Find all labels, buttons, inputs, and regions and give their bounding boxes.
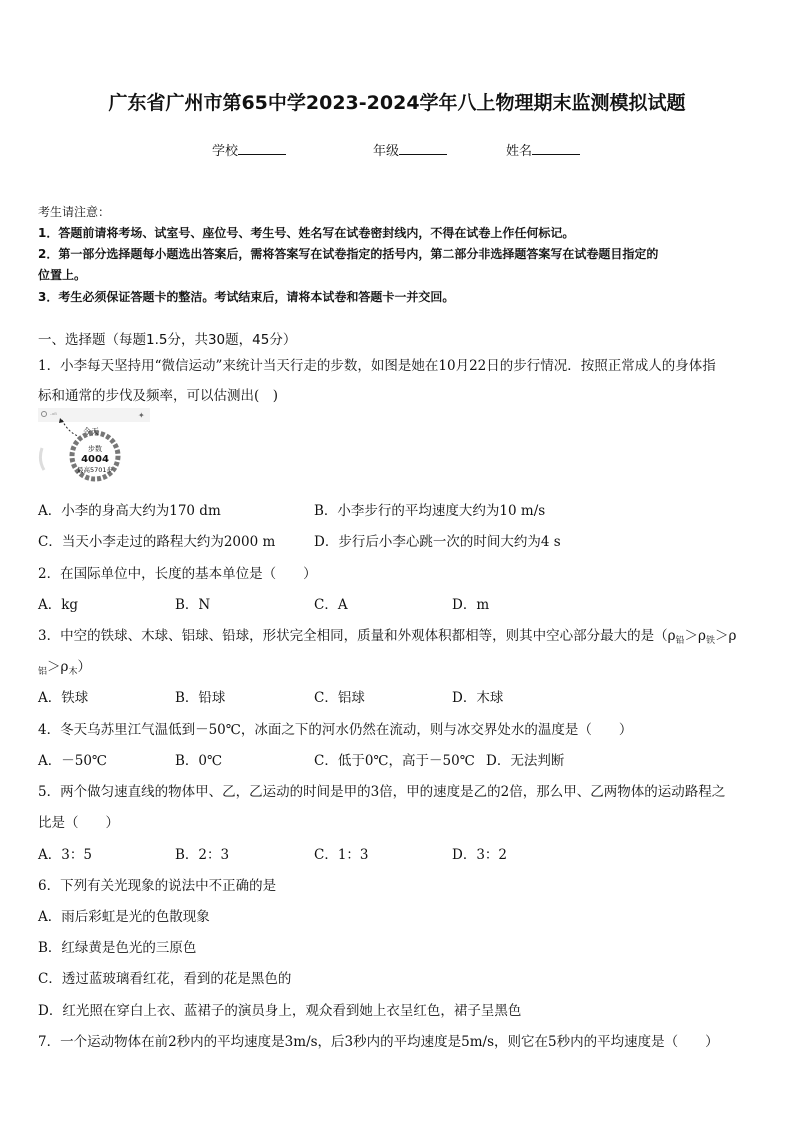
figure-steps-value: 4004 [81, 454, 109, 465]
question-1-option-b: B．小李步行的平均速度大约为10 m/s [314, 503, 546, 519]
question-5-line-1: 5．两个做匀速直线的物体甲、乙，乙运动的时间是甲的3倍，甲的速度是乙的2倍，那么甲、乙两物体的运动路程之 [38, 784, 726, 800]
question-6-option-b: B．红绿黄是色光的三原色 [38, 940, 197, 956]
question-5-option-d: D．3：2 [452, 847, 508, 863]
question-6-stem: 6．下列有关光现象的说法中不正确的是 [38, 878, 277, 894]
question-3-stem: 3．中空的铁球、木球、铝球、铅球，形状完全相同，质量和外观体积都相等，则其中空心部分最大的是（ρ [38, 628, 676, 644]
question-3-line-1 [38, 624, 736, 646]
question-1-option-d: D．步行后小李心跳一次的时间大约为4 s [314, 534, 561, 550]
wechat-steps-figure [38, 408, 150, 484]
question-5-line-2: 比是（ ） [38, 815, 119, 831]
subscript-iron: 铁 [705, 636, 715, 646]
figure-corner-icon: ✦ [138, 411, 145, 420]
question-4-stem: 4．冬天乌苏里江气温低到－50℃，冰面之下的河水仍然在流动，则与冰交界处水的温度是（ ） [38, 722, 633, 738]
school-field [212, 140, 286, 159]
question-6-option-c: C．透过蓝玻璃看红花，看到的花是黑色的 [38, 971, 292, 987]
figure-steps-label: 步数 [88, 445, 102, 453]
question-6-option-a: A．雨后彩虹是光的色散现象 [38, 909, 210, 925]
question-7-stem: 7．一个运动物体在前2秒内的平均速度是3m/s，后3秒内的平均速度是5m/s，则它在5秒内的平均速度是（ ） [38, 1034, 719, 1050]
name-field [506, 140, 580, 159]
question-1-option-c: C．当天小李走过的路程大约为2000 m [38, 534, 276, 550]
question-2-stem: 2．在国际单位中，长度的基本单位是（ ） [38, 566, 317, 582]
figure-edge-mark [40, 448, 44, 470]
question-1-option-a: A．小李的身高大约为170 dm [38, 503, 221, 519]
notice-item: 1．答题前请将考场、试室号、座位号、考生号、姓名写在试卷密封线内，不得在试卷上作任何标记。 [38, 226, 575, 240]
figure-max-steps: 最高5701步 [76, 466, 114, 474]
page-title: 广东省广州市第65中学2023-2024学年八上物理期末监测模拟试题 [108, 92, 686, 114]
question-4-option-d: D．无法判断 [486, 753, 565, 769]
question-2-option-c: C．A [314, 597, 348, 613]
question-3-option-b: B．铅球 [175, 690, 226, 706]
section-title: 一、选择题（每题1.5分，共30题，45分） [38, 332, 297, 348]
notice-item: 位置上。 [38, 268, 87, 282]
grade-label: 年级 [373, 144, 400, 159]
greater-than-1: ＞ρ [684, 628, 706, 644]
school-label: 学校 [212, 144, 239, 159]
question-4-option-c: C．低于0℃，高于－50℃ [314, 753, 475, 769]
subscript-wood: 木 [68, 667, 78, 677]
name-label: 姓名 [506, 144, 533, 159]
steps-figure-graphic [38, 408, 150, 484]
question-3-option-a: A．铁球 [38, 690, 89, 706]
subscript-aluminium: 铝 [38, 667, 48, 677]
question-6-option-d: D．红光照在穿白上衣、蓝裙子的演员身上，观众看到她上衣呈红色，裙子呈黑色 [38, 1003, 522, 1019]
question-1-line-1: 1．小李每天坚持用“微信运动”来统计当天行走的步数，如图是她在10月22日的步行情况．按照正常成人的身体指 [38, 358, 716, 374]
question-5-option-b: B．2：3 [175, 847, 230, 863]
figure-top-text: ·ᵃᴮ [50, 412, 57, 419]
figure-today-label: 今天 [83, 427, 99, 436]
question-3-option-d: D．木球 [452, 690, 504, 706]
grade-blank [399, 142, 447, 155]
notice-item: 2．第一部分选择题每小题选出答案后，需将答案写在试卷指定的括号内，第二部分非选择题答案写在试卷题目指定的 [38, 247, 659, 261]
name-blank [532, 142, 580, 155]
question-2-option-a: A．kg [38, 597, 79, 613]
question-2-option-d: D．m [452, 597, 490, 613]
question-5-option-a: A．3：5 [38, 847, 92, 863]
figure-arrow [62, 420, 78, 436]
greater-than-2: ＞ρ [715, 628, 737, 644]
question-4-option-a: A．－50℃ [38, 753, 108, 769]
grade-field [373, 140, 447, 159]
subscript-lead: 铅 [675, 636, 685, 646]
question-2-option-b: B．N [175, 597, 211, 613]
question-4-option-b: B．0℃ [175, 753, 223, 769]
notice-heading: 考生请注意： [38, 205, 111, 219]
notice-item: 3．考生必须保证答题卡的整洁。考试结束后，请将本试卷和答题卡一并交回。 [38, 290, 455, 304]
question-3-line-2 [38, 655, 91, 677]
question-3-option-c: C．铝球 [314, 690, 365, 706]
closing-paren: ） [77, 659, 91, 675]
greater-than-3: ＞ρ [47, 659, 69, 675]
question-1-line-2: 标和通常的步伐及频率，可以估测出( ) [38, 388, 279, 404]
school-blank [238, 142, 286, 155]
question-5-option-c: C．1：3 [314, 847, 369, 863]
